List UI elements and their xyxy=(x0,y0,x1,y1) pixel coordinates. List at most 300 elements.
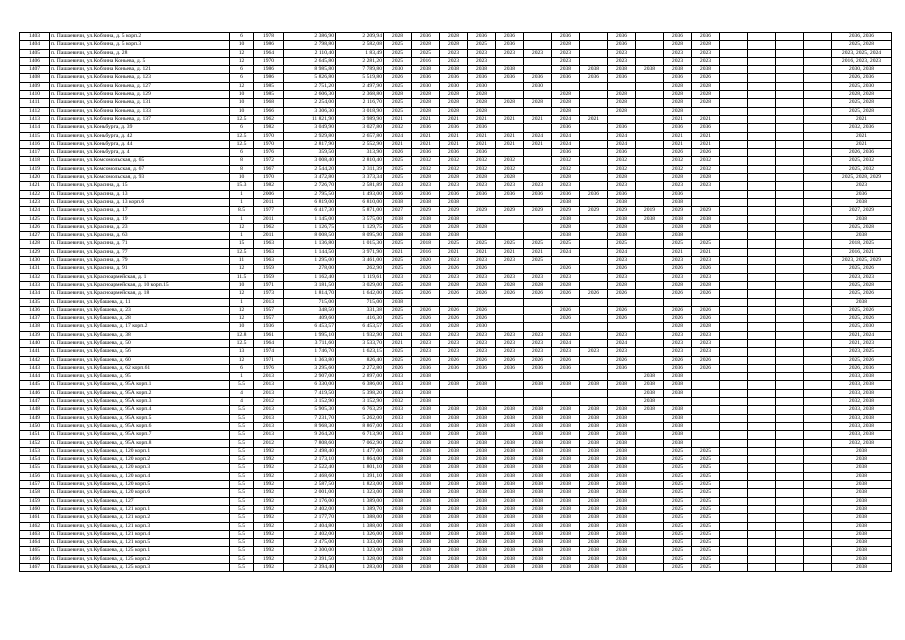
cell-cost: 1 493,00 xyxy=(336,190,384,198)
cell-c9 xyxy=(608,373,636,381)
cell-floors: 10 xyxy=(230,323,254,331)
cell-c6 xyxy=(524,66,552,74)
cell-c14 xyxy=(748,290,776,298)
cell-c10 xyxy=(636,323,664,331)
cell-c8 xyxy=(580,174,608,182)
cell-c5: 2023 xyxy=(496,348,524,356)
cell-c1: 2026 xyxy=(384,149,412,157)
cell-c16 xyxy=(804,339,832,347)
cell-c6: 2026 xyxy=(524,356,552,364)
cell-c5: 2038 xyxy=(496,497,524,505)
cell-c6: 2038 xyxy=(524,414,552,422)
cell-summary: 2038 xyxy=(832,232,892,240)
cell-c6 xyxy=(524,232,552,240)
cell-c8: 2038 xyxy=(580,439,608,447)
cell-c8 xyxy=(580,41,608,49)
cell-c8 xyxy=(580,82,608,90)
cell-year: 2013 xyxy=(254,298,284,306)
cell-num: 1465 xyxy=(20,547,50,555)
cell-c7: 2026 xyxy=(552,356,580,364)
cell-c11: 2025 xyxy=(664,514,692,522)
cell-num: 1428 xyxy=(20,240,50,248)
cell-c9 xyxy=(608,389,636,397)
cell-c3: 2023 xyxy=(440,49,468,57)
cell-c14 xyxy=(748,414,776,422)
cell-c7: 2036 xyxy=(552,74,580,82)
cell-c15 xyxy=(776,132,804,140)
cell-area: 3 295,60 xyxy=(284,364,336,372)
cell-c12: 2028 xyxy=(692,223,720,231)
cell-c7: 2036 xyxy=(552,364,580,372)
cell-area: 5 905,30 xyxy=(284,406,336,414)
cell-c8 xyxy=(580,107,608,115)
cell-num: 1459 xyxy=(20,497,50,505)
cell-c11: 2028 xyxy=(664,223,692,231)
cell-c1: 2033 xyxy=(384,414,412,422)
cell-c10 xyxy=(636,41,664,49)
cell-c15 xyxy=(776,323,804,331)
cell-num: 1421 xyxy=(20,182,50,190)
cell-c11: 2023 xyxy=(664,331,692,339)
cell-c7: 2038 xyxy=(552,232,580,240)
table-row xyxy=(20,505,892,513)
cell-c3 xyxy=(440,398,468,406)
cell-c1: 2038 xyxy=(384,198,412,206)
cell-area: 1 746,70 xyxy=(284,348,336,356)
cell-cost: 5 262,00 xyxy=(336,414,384,422)
cell-floors: 12.5 xyxy=(230,248,254,256)
cell-year: 1964 xyxy=(254,339,284,347)
cell-c3: 2038 xyxy=(440,497,468,505)
cell-summary: 2021, 2023 xyxy=(832,339,892,347)
cell-year: 1992 xyxy=(254,514,284,522)
cell-c7: 2024 xyxy=(552,115,580,123)
table-row xyxy=(20,306,892,314)
cell-address: п. Пашаевичи, ул.Кобзина Коньева, д. 121 xyxy=(50,66,230,74)
cell-num: 1443 xyxy=(20,364,50,372)
cell-c1: 2038 xyxy=(384,472,412,480)
cell-c2: 2026 xyxy=(412,315,440,323)
cell-c1: 2032 xyxy=(384,124,412,132)
cell-c14 xyxy=(748,298,776,306)
cell-c16 xyxy=(804,115,832,123)
cell-num: 1457 xyxy=(20,481,50,489)
cell-c14 xyxy=(748,464,776,472)
cell-c9: 2038 xyxy=(608,497,636,505)
cell-c3: 2028 xyxy=(440,107,468,115)
cell-c12: 2032 xyxy=(692,165,720,173)
cell-c16 xyxy=(804,381,832,389)
cell-c12: 2023 xyxy=(692,182,720,190)
cell-c7: 2028 xyxy=(552,99,580,107)
cell-c14 xyxy=(748,215,776,223)
cell-c8 xyxy=(580,215,608,223)
cell-c3: 2026 xyxy=(440,290,468,298)
cell-address: п. Пашаевичи, ул.Кубашева, д. 95А корп.1 xyxy=(50,381,230,389)
cell-floors: 1 xyxy=(230,215,254,223)
cell-c1: 2038 xyxy=(384,564,412,572)
cell-c3: 2032 xyxy=(440,165,468,173)
cell-cost: 6 810,00 xyxy=(336,198,384,206)
cell-c13 xyxy=(720,530,748,538)
cell-c11: 2025 xyxy=(664,240,692,248)
cell-c2: 2038 xyxy=(412,389,440,397)
cell-c15 xyxy=(776,530,804,538)
cell-floors: 12.5 xyxy=(230,115,254,123)
cell-c3: 2038 xyxy=(440,66,468,74)
cell-c5: 2038 xyxy=(496,564,524,572)
cell-c2: 2038 xyxy=(412,539,440,547)
cell-c16 xyxy=(804,398,832,406)
cell-c13 xyxy=(720,248,748,256)
cell-c11: 2038 xyxy=(664,66,692,74)
cell-c12: 2025 xyxy=(692,481,720,489)
cell-c2: 2038 xyxy=(412,472,440,480)
cell-num: 1430 xyxy=(20,257,50,265)
cell-area: 6 330,00 xyxy=(284,381,336,389)
cell-c11: 2028 xyxy=(664,41,692,49)
cell-summary: 2038 xyxy=(832,447,892,455)
cell-c6: 2028 xyxy=(524,281,552,289)
cell-c16 xyxy=(804,456,832,464)
cell-year: 1971 xyxy=(254,356,284,364)
cell-c12: 2028 xyxy=(692,323,720,331)
cell-c4 xyxy=(468,298,496,306)
cell-c6 xyxy=(524,198,552,206)
cell-c11: 2036 xyxy=(664,33,692,41)
cell-num: 1452 xyxy=(20,439,50,447)
cell-c10 xyxy=(636,273,664,281)
cell-c5: 2038 xyxy=(496,439,524,447)
cell-floors: 5.5 xyxy=(230,505,254,513)
cell-floors: 5.5 xyxy=(230,522,254,530)
cell-c7: 2024 xyxy=(552,339,580,347)
cell-c1: 2025 xyxy=(384,323,412,331)
cell-area: 1 995,10 xyxy=(284,331,336,339)
cell-c10 xyxy=(636,422,664,430)
cell-c14 xyxy=(748,339,776,347)
cell-c15 xyxy=(776,456,804,464)
cell-c14 xyxy=(748,174,776,182)
cell-cost: 2 897,00 xyxy=(336,373,384,381)
cell-year: 2012 xyxy=(254,398,284,406)
cell-cost: 2 581,89 xyxy=(336,182,384,190)
table-row xyxy=(20,66,892,74)
cell-c16 xyxy=(804,132,832,140)
cell-cost: 2 272,80 xyxy=(336,364,384,372)
cell-cost: 6 763,29 xyxy=(336,406,384,414)
cell-c13 xyxy=(720,414,748,422)
cell-address: п. Пашаевичи, ул.Красина, д. 79 xyxy=(50,257,230,265)
cell-c15 xyxy=(776,464,804,472)
cell-c3: 2038 xyxy=(440,431,468,439)
cell-area: 3 711,60 xyxy=(284,339,336,347)
cell-c15 xyxy=(776,223,804,231)
cell-num: 1461 xyxy=(20,514,50,522)
cell-address: п. Пашаевичи, ул.Красина, д. 17 xyxy=(50,207,230,215)
cell-year: 1992 xyxy=(254,530,284,538)
cell-year: 1959 xyxy=(254,273,284,281)
cell-c13 xyxy=(720,82,748,90)
cell-c5: 2036 xyxy=(496,33,524,41)
cell-c2: 2036 xyxy=(412,74,440,82)
cell-c4: 2038 xyxy=(468,447,496,455)
cell-c6: 2038 xyxy=(524,464,552,472)
cell-c7 xyxy=(552,398,580,406)
cell-c8 xyxy=(580,389,608,397)
cell-c10 xyxy=(636,306,664,314)
cell-c9: 2026 xyxy=(608,315,636,323)
cell-area: 2 587,50 xyxy=(284,481,336,489)
cell-cost: 2 368,80 xyxy=(336,91,384,99)
cell-c5 xyxy=(496,265,524,273)
cell-c8 xyxy=(580,124,608,132)
cell-c3: 2023 xyxy=(440,57,468,65)
cell-area: 409,60 xyxy=(284,315,336,323)
cell-c4: 2021 xyxy=(468,140,496,148)
cell-summary: 2021 xyxy=(832,115,892,123)
table-row xyxy=(20,74,892,82)
cell-c2: 2038 xyxy=(412,439,440,447)
cell-address: п. Пашаевичи, ул.Кубашева, д. 11 xyxy=(50,298,230,306)
cell-cost: 1 119,61 xyxy=(336,273,384,281)
cell-c3: 2038 xyxy=(440,456,468,464)
cell-c12: 2025 xyxy=(692,505,720,513)
table-row xyxy=(20,456,892,464)
cell-c6: 2036 xyxy=(524,190,552,198)
cell-c1: 2033 xyxy=(384,406,412,414)
cell-c3: 2038 xyxy=(440,232,468,240)
cell-year: 1986 xyxy=(254,66,284,74)
cell-summary: 2027, 2029 xyxy=(832,207,892,215)
cell-c2: 2038 xyxy=(412,66,440,74)
cell-c5: 2036 xyxy=(496,364,524,372)
table-row xyxy=(20,472,892,480)
cell-summary: 2032, 2038 xyxy=(832,398,892,406)
cell-address: п. Пашаевичи, ул.Красина, д. 15 xyxy=(50,182,230,190)
cell-c1: 2025 xyxy=(384,281,412,289)
cell-c13 xyxy=(720,149,748,157)
cell-area: 2 817,90 xyxy=(284,140,336,148)
cell-c2: 2038 xyxy=(412,514,440,522)
cell-c2: 2026 xyxy=(412,356,440,364)
cell-c5 xyxy=(496,398,524,406)
cell-c16 xyxy=(804,49,832,57)
cell-c8 xyxy=(580,49,608,57)
cell-c12: 2036 xyxy=(692,33,720,41)
cell-year: 1986 xyxy=(254,41,284,49)
cell-c3: 2023 xyxy=(440,182,468,190)
cell-c7 xyxy=(552,298,580,306)
cell-num: 1416 xyxy=(20,140,50,148)
cell-c5: 2028 xyxy=(496,174,524,182)
cell-c6: 2023 xyxy=(524,49,552,57)
cell-c15 xyxy=(776,489,804,497)
table-row xyxy=(20,57,892,65)
cell-summary: 2025, 2026 xyxy=(832,306,892,314)
cell-c6: 2038 xyxy=(524,422,552,430)
cell-year: 1992 xyxy=(254,497,284,505)
cell-address: п. Пашаевичи, ул.Кобзина Коньева, д. 5 xyxy=(50,57,230,65)
cell-c9: 2023 xyxy=(608,49,636,57)
cell-c13 xyxy=(720,91,748,99)
cell-c5: 2038 xyxy=(496,555,524,563)
cell-c9 xyxy=(608,298,636,306)
cell-c12: 2026 xyxy=(692,315,720,323)
cell-summary: 2038 xyxy=(832,564,892,572)
cell-c8 xyxy=(580,339,608,347)
cell-c11: 2025 xyxy=(664,539,692,547)
cell-c4: 2038 xyxy=(468,414,496,422)
cell-c16 xyxy=(804,306,832,314)
cell-c4: 2023 xyxy=(468,331,496,339)
cell-c1: 2025 xyxy=(384,223,412,231)
cell-c14 xyxy=(748,381,776,389)
cell-c16 xyxy=(804,555,832,563)
cell-c2: 2032 xyxy=(412,157,440,165)
cell-area: 8 008,50 xyxy=(284,232,336,240)
cell-area: 2 402,00 xyxy=(284,530,336,538)
cell-num: 1444 xyxy=(20,373,50,381)
cell-c16 xyxy=(804,414,832,422)
cell-num: 1455 xyxy=(20,464,50,472)
cell-c7: 2038 xyxy=(552,198,580,206)
table-row xyxy=(20,240,892,248)
cell-c12: 2023 xyxy=(692,273,720,281)
cell-c12: 2025 xyxy=(692,447,720,455)
cell-c13 xyxy=(720,555,748,563)
cell-c2: 2023 xyxy=(412,339,440,347)
cell-c10 xyxy=(636,99,664,107)
cell-c5: 2029 xyxy=(496,207,524,215)
cell-summary: 2023, 2025, 2029 xyxy=(832,257,892,265)
cell-c16 xyxy=(804,165,832,173)
cell-address: п. Пашаевичи, ул.Кубашева, д. 125 корп.1 xyxy=(50,547,230,555)
cell-c7: 2028 xyxy=(552,281,580,289)
cell-year: 2011 xyxy=(254,232,284,240)
cell-c3: 2023 xyxy=(440,339,468,347)
cell-c14 xyxy=(748,555,776,563)
cell-address: п. Пашаевичи, ул.Кобзина Коньева, д. 131 xyxy=(50,99,230,107)
cell-cost: 5 871,00 xyxy=(336,207,384,215)
cell-c10 xyxy=(636,174,664,182)
cell-cost: 331,38 xyxy=(336,306,384,314)
cell-c7: 2028 xyxy=(552,91,580,99)
cell-num: 1439 xyxy=(20,331,50,339)
cell-num: 1419 xyxy=(20,165,50,173)
cell-c4: 2038 xyxy=(468,481,496,489)
cell-year: 1985 xyxy=(254,91,284,99)
cell-area: 3 008,40 xyxy=(284,157,336,165)
cell-c9: 2023 xyxy=(608,257,636,265)
cell-c4 xyxy=(468,373,496,381)
cell-c13 xyxy=(720,140,748,148)
cell-c11: 2025 xyxy=(664,456,692,464)
cell-c13 xyxy=(720,174,748,182)
cell-c10: 2038 xyxy=(636,398,664,406)
cell-c11: 2036 xyxy=(664,364,692,372)
cell-c6 xyxy=(524,315,552,323)
cell-floors: 5.5 xyxy=(230,547,254,555)
cell-c6: 2038 xyxy=(524,539,552,547)
cell-c7: 2023 xyxy=(552,57,580,65)
cell-address: п. Пашаевичи, ул.Комсомольская, д. 65 xyxy=(50,157,230,165)
cell-c8: 2038 xyxy=(580,505,608,513)
cell-c5: 2038 xyxy=(496,547,524,555)
cell-c7: 2028 xyxy=(552,41,580,49)
cell-c3 xyxy=(440,373,468,381)
table-row xyxy=(20,422,892,430)
cell-num: 1415 xyxy=(20,132,50,140)
cell-c1: 2025 xyxy=(384,265,412,273)
cell-c7 xyxy=(552,323,580,331)
cell-c14 xyxy=(748,306,776,314)
cell-area: 2 110,40 xyxy=(284,49,336,57)
cell-c14 xyxy=(748,115,776,123)
cell-floors: 12 xyxy=(230,315,254,323)
cell-c1: 2025 xyxy=(384,356,412,364)
cell-year: 2013 xyxy=(254,381,284,389)
cell-c10 xyxy=(636,140,664,148)
cell-c7: 2038 xyxy=(552,555,580,563)
cell-c3: 2023 xyxy=(440,257,468,265)
cell-c4 xyxy=(468,215,496,223)
table-row xyxy=(20,348,892,356)
cell-c2: 2028 xyxy=(412,91,440,99)
cell-c13 xyxy=(720,398,748,406)
cell-area: 2 254,00 xyxy=(284,99,336,107)
table-row xyxy=(20,481,892,489)
table-row xyxy=(20,290,892,298)
cell-c15 xyxy=(776,115,804,123)
cell-c16 xyxy=(804,182,832,190)
cell-c3: 2038 xyxy=(440,522,468,530)
cell-c1: 2032 xyxy=(384,439,412,447)
cell-c12: 2023 xyxy=(692,339,720,347)
cell-c9: 2036 xyxy=(608,149,636,157)
cell-c10 xyxy=(636,281,664,289)
cell-c6: 2038 xyxy=(524,381,552,389)
cell-c7: 2038 xyxy=(552,472,580,480)
table-row xyxy=(20,530,892,538)
cell-c1: 2033 xyxy=(384,431,412,439)
cell-c6 xyxy=(524,373,552,381)
cell-summary: 2021 xyxy=(832,140,892,148)
cell-c4: 2023 xyxy=(468,57,496,65)
cell-cost: 1 389,70 xyxy=(336,505,384,513)
cell-c4: 2036 xyxy=(468,33,496,41)
cell-c15 xyxy=(776,174,804,182)
cell-c15 xyxy=(776,157,804,165)
cell-c5: 2021 xyxy=(496,248,524,256)
cell-cost: 2 582,08 xyxy=(336,41,384,49)
cell-c6: 2023 xyxy=(524,348,552,356)
cell-c15 xyxy=(776,207,804,215)
cell-year: 2013 xyxy=(254,414,284,422)
cell-c9: 2038 xyxy=(608,555,636,563)
cell-c15 xyxy=(776,472,804,480)
cell-c4: 2025 xyxy=(468,240,496,248)
cell-c4: 2026 xyxy=(468,306,496,314)
cell-c16 xyxy=(804,505,832,513)
cell-c12: 2025 xyxy=(692,514,720,522)
cell-c5: 2038 xyxy=(496,489,524,497)
cell-c12 xyxy=(692,373,720,381)
cell-c3: 2023 xyxy=(440,331,468,339)
cell-area: 2 391,50 xyxy=(284,555,336,563)
cell-c6: 2038 xyxy=(524,406,552,414)
cell-c6: 2029 xyxy=(524,207,552,215)
